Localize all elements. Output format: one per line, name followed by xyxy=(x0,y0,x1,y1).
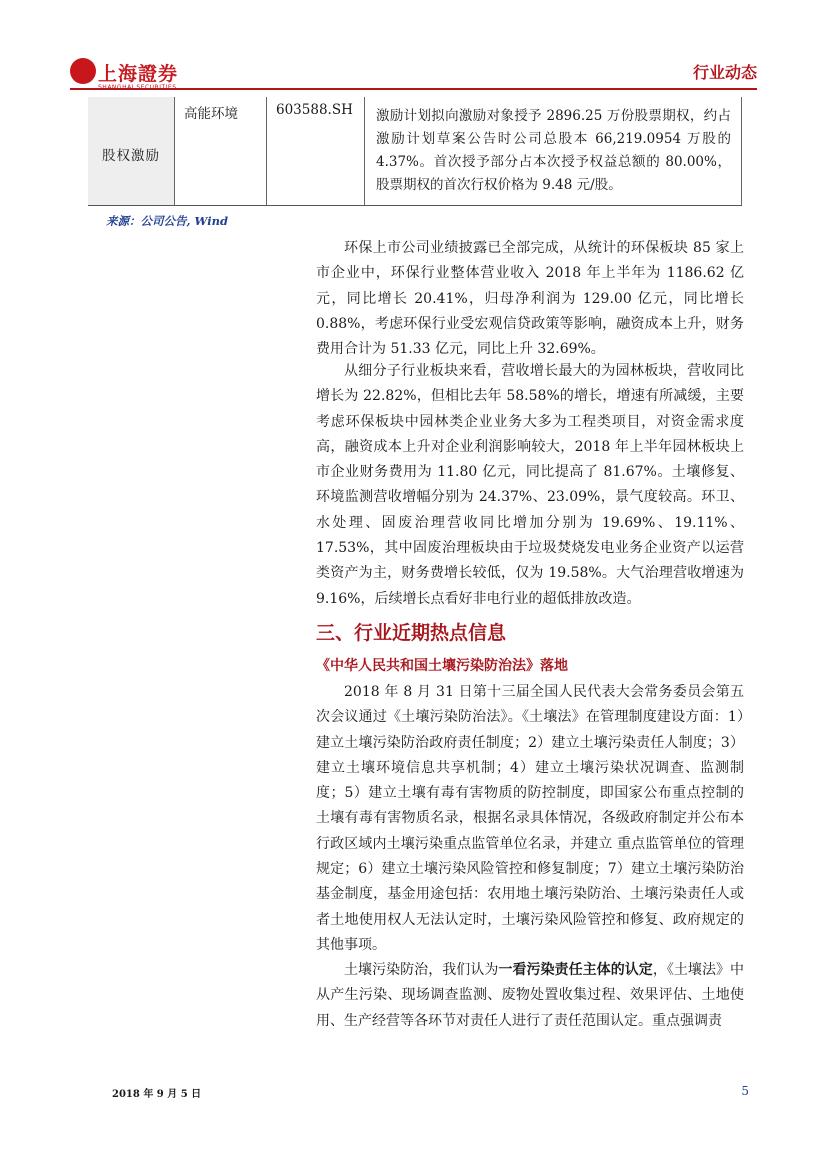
table-divider xyxy=(266,97,267,205)
equity-incentive-table xyxy=(88,97,742,206)
header-divider xyxy=(70,88,757,90)
table-code-cell xyxy=(266,97,364,205)
logo-name: 上海證券 xyxy=(98,63,179,85)
logo-mark-icon xyxy=(70,58,96,84)
table-company: 高能环境 xyxy=(184,106,238,122)
paragraph-soil-responsibility xyxy=(316,958,744,1034)
company-logo xyxy=(70,58,178,96)
report-type: 行业动态 xyxy=(692,63,757,82)
page-number: 5 xyxy=(741,1084,749,1098)
table-source: 来源：公司公告, Wind xyxy=(106,214,228,228)
p4-text-after: ，《土壤法》中从产生污染、现场调查监测、废物处置收集过程、效果评估、土地使用、生产经营等各环节对责任人进行了责任范围认定。重点强调责 xyxy=(316,962,745,1029)
table-category: 股权激励 xyxy=(102,148,160,164)
section-title: 三、行业近期热点信息 xyxy=(316,622,507,644)
paragraph-subsectors: 从细分子行业板块来看，营收增长最大的为园林板块，营收同比增长为 22.82%，但相比去年 58.58%的增长，增速有所减缓，主要考虑环保板块中园林类企业业务大多为工程类项目，对资金需求度高，融资成本上升对企业利润影响较大，2018 年上半年园林板块上市企业财务费用为 11.80 亿元，同比提高了 81.67%。土壤修复、环境监测营收增幅分别为 24.37%、23.09%，景气度较高。环卫、水处理、固废治理营收同比增加分别为 19.69%、19.11%、17.53%，其中固废治理板块由于垃圾焚烧发电业务企业资产以运营类资产为主，财务费增长较低，仅为 19.58%。大气治理营收增速为 9.16%，后续增长点看好非电行业的超低排放改造。 xyxy=(316,363,744,607)
table-divider xyxy=(364,97,365,205)
paragraph-soil-law: 2018 年 8 月 31 日第十三届全国人民代表大会常务委员会第五次会议通过《土壤污染防治法》。《土壤法》在管理制度建设方面：1）建立土壤污染防治政府责任制度；2）建立土壤污染责任人制度；3）建立土壤环境信息共享机制；4）建立土壤污染状况调查、监测制度；5）建立土壤有毒有害物质的防控制度，即国家公布重点控制的土壤有毒有害物质名录，根据名录具体情况，各级政府制定并公布本行政区域内土壤污染重点监管单位名录，并建立 重点监管单位的管理规定；6）建立土壤污染风险管控和修复制度；7）建立土壤污染防治基金制度，基金用途包括：农用地土壤污染防治、土壤污染责任人或者土地使用权人无法认定时，土壤污染风险管控和修复、政府规定的其他事项。 xyxy=(316,684,744,953)
table-company-cell xyxy=(174,97,266,205)
subsection-title: 《中华人民共和国土壤污染防治法》落地 xyxy=(316,658,568,674)
table-divider xyxy=(741,97,742,205)
table-divider xyxy=(174,97,175,205)
p4-text-before: 土壤污染防治，我们认为 xyxy=(344,962,499,978)
paragraph-performance: 环保上市公司业绩披露已全部完成，从统计的环保板块 85 家上市企业中，环保行业整体营业收入 2018 年上半年为 1186.62 亿元，同比增长 20.41%，归母净利润为 129.00 亿元，同比增长 0.88%，考虑环保行业受宏观信贷政策等影响，融资成本上升，财务费用合计为 51.33 亿元，同比上升 32.69%。 xyxy=(316,240,744,358)
footer-date: 2018 年 9 月 5 日 xyxy=(112,1089,202,1100)
p4-bold-text: 一看污染责任主体的认定 xyxy=(498,962,653,978)
table-description: 激励计划拟向激励对象授予 2896.25 万份股票期权，约占激励计划草案公告时公司总股本 66,219.0954 万股的 4.37%。首次授予部分占本次授予权益总额的 80.00%，股票期权的首次行权价格为 9.48 元/股。 xyxy=(376,108,731,193)
table-stock-code: 603588.SH xyxy=(276,102,353,118)
table-description-cell xyxy=(364,97,742,205)
